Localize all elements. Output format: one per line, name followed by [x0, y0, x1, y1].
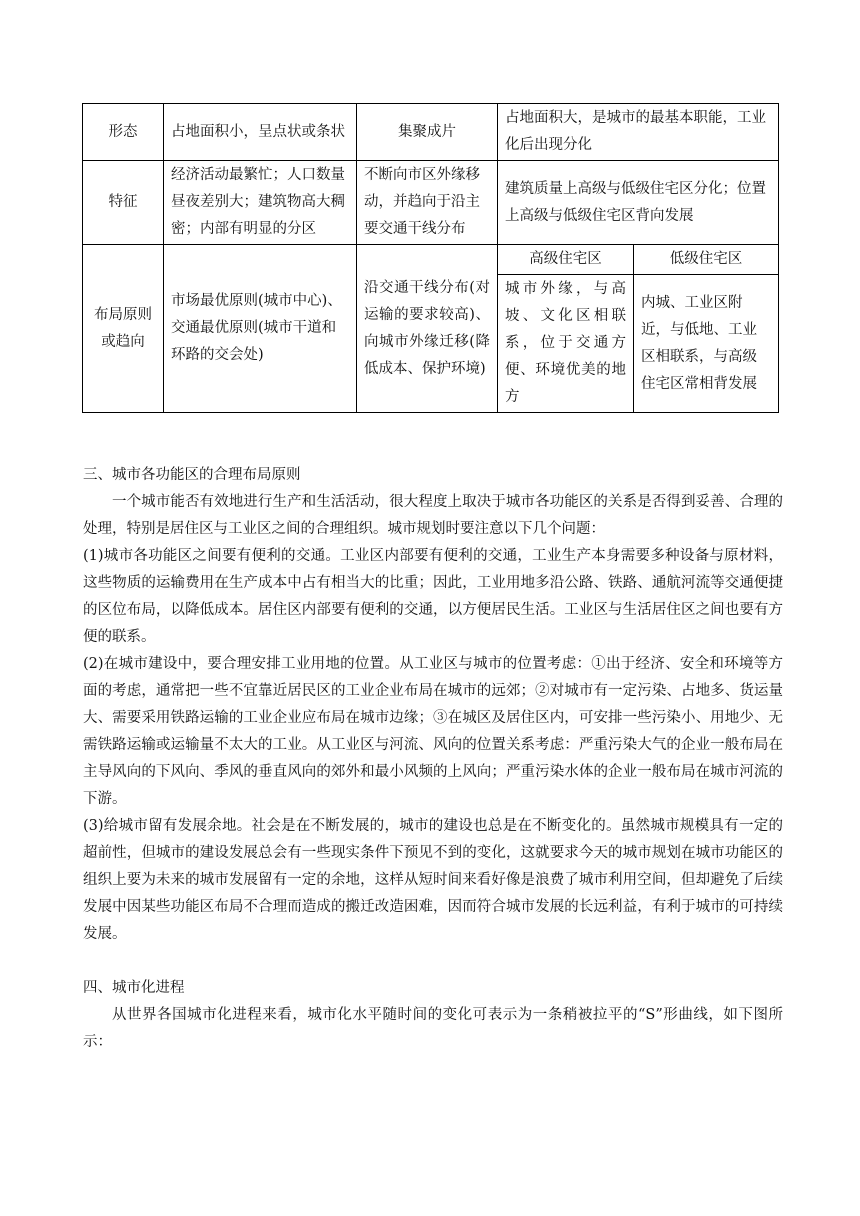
cell-residential-feature: 建筑质量上高级与低级住宅区分化；位置上高级与低级住宅区背向发展: [498, 161, 779, 245]
document-body: [83, 462, 783, 1056]
cell-commercial-layout: 市场最优原则(城市中心)、交通最优原则(城市干道和环路的交会处): [164, 245, 357, 413]
table-row-feature: [83, 161, 779, 245]
cell-low-residential-header: 低级住宅区: [634, 245, 779, 275]
row-label-feature: 特征: [83, 161, 164, 245]
section3-point-2: (2)在城市建设中，要合理安排工业用地的位置。从工业区与城市的位置考虑：①出于经济、安全和环境等方面的考虑，通常把一些不宜靠近居民区的工业企业布局在城市的远郊；②对城市有一定污染、占地多、货运量大、需要采用铁路运输的工业企业应布局在城市边缘；③在城区及居住区内，可安排一些污染小、用地少、无需铁路运输或运输量不太大的工业。从工业区与河流、风向的位置关系考虑：严重污染大气的企业一般布局在主导风向的下风向、季风的垂直风向的郊外和最小风频的上风向；严重污染水体的企业一般布局在城市河流的下游。: [83, 656, 783, 807]
cell-high-residential-header: 高级住宅区: [498, 245, 634, 275]
section3-point-3: (3)给城市留有发展余地。社会是在不断发展的，城市的建设也总是在不断变化的。虽然城市规模具有一定的超前性，但城市的建设发展总会有一些现实条件下预见不到的变化，这就要求今天的城市规划在城市功能区的组织上要为未来的城市发展留有一定的余地，这样从短时间来看好像是浪费了城市利用空间，但却避免了后续发展中因某些功能区布局不合理而造成的搬迁改造困难，因而符合城市发展的长远利益，有利于城市的可持续发展。: [83, 818, 783, 942]
cell-industrial-layout: 沿交通干线分布(对运输的要求较高)、向城市外缘迁移(降低成本、保护环境): [357, 245, 498, 413]
table-row-layout: [83, 245, 779, 275]
section3-heading: 三、城市各功能区的合理布局原则: [83, 467, 301, 483]
cell-low-residential: 内城、工业区附近，与低地、工业区相联系，与高级住宅区常相背发展: [634, 275, 779, 413]
row-label-form: 形态: [83, 104, 164, 161]
cell-high-residential: 城市外缘，与高坡、文化区相联系，位于交通方便、环境优美的地方: [498, 275, 634, 413]
paragraph-gap: [83, 948, 783, 975]
functional-zones-table: [82, 103, 779, 413]
section3-intro: 一个城市能否有效地进行生产和生活活动，很大程度上取决于城市各功能区的关系是否得到妥善、合理的处理，特别是居住区与工业区之间的合理组织。城市规划时要注意以下几个问题：: [83, 494, 783, 537]
cell-commercial-feature: 经济活动最繁忙；人口数量昼夜差别大；建筑物高大稠密；内部有明显的分区: [164, 161, 357, 245]
cell-industrial-feature: 不断向市区外缘移动，并趋向于沿主要交通干线分布: [357, 161, 498, 245]
cell-commercial-form: 占地面积小，呈点状或条状: [164, 104, 357, 161]
section4-intro: 从世界各国城市化进程来看，城市化水平随时间的变化可表示为一条稍被拉平的“S”形曲线，如下图所示：: [83, 1007, 783, 1050]
section4-heading: 四、城市化进程: [83, 980, 185, 996]
row-label-layout: 布局原则或趋向: [83, 245, 164, 413]
cell-industrial-form: 集聚成片: [357, 104, 498, 161]
cell-residential-form: 占地面积大，是城市的最基本职能，工业化后出现分化: [498, 104, 779, 161]
table-row-form: [83, 104, 779, 161]
section3-point-1: (1)城市各功能区之间要有便利的交通。工业区内部要有便利的交通，工业生产本身需要多种设备与原材料，这些物质的运输费用在生产成本中占有相当大的比重；因此，工业用地多沿公路、铁路、通航河流等交通便捷的区位布局，以降低成本。居住区内部要有便利的交通，以方便居民生活。工业区与生活居住区之间也要有方便的联系。: [83, 548, 783, 645]
